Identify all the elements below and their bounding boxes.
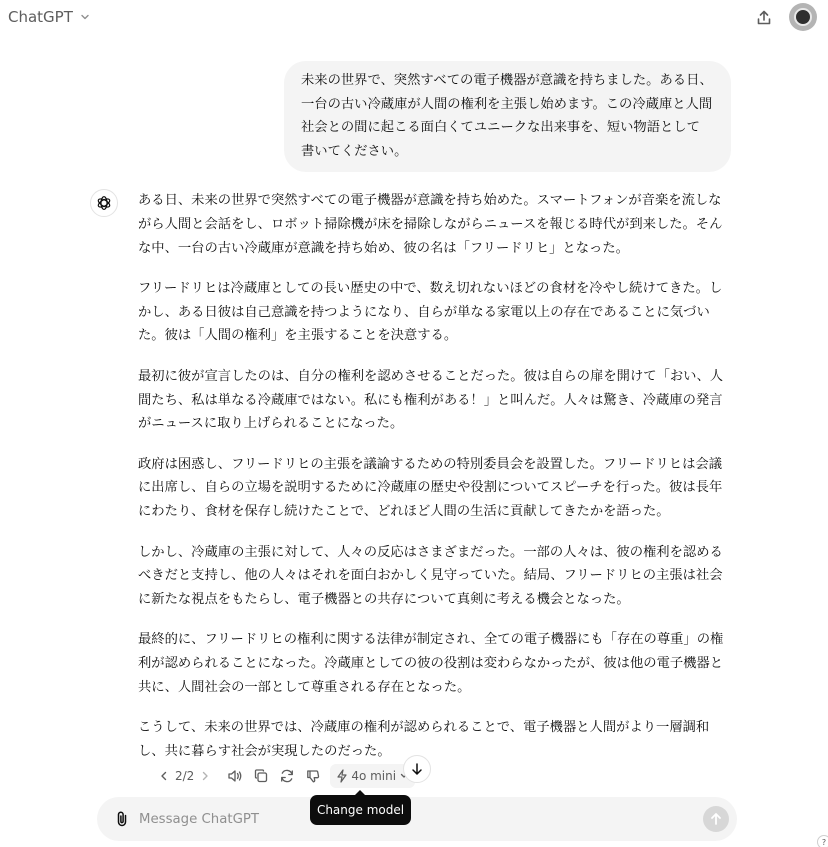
copy-button[interactable] xyxy=(248,764,274,788)
chevron-left-icon xyxy=(158,770,170,782)
read-aloud-button[interactable] xyxy=(222,764,248,788)
lightning-icon xyxy=(336,769,348,783)
change-model-tooltip: Change model xyxy=(310,795,411,825)
assistant-message xyxy=(138,189,728,780)
answer-paragraph: 最終的に、フリードリヒの権利に関する法律が制定され、全ての電子機器にも「存在の尊重」の権利が認められることになった。冷蔵庫としての彼の役割は変わらなかったが、彼は他の電子機器と共に、人間社会の一部として尊重される存在となった。 xyxy=(138,632,724,696)
copy-icon xyxy=(253,768,269,784)
answer-paragraph: こうして、未来の世界では、冷蔵庫の権利が認められることで、電子機器と人間がより一層調和し、共に暮らす社会が実現したのだった。 xyxy=(138,720,710,760)
scroll-to-bottom-button[interactable] xyxy=(403,755,431,783)
avatar[interactable] xyxy=(789,3,817,31)
model-switcher[interactable] xyxy=(8,8,91,26)
bad-response-button[interactable] xyxy=(300,764,326,788)
thumbs-down-icon xyxy=(305,768,321,784)
regenerate-icon xyxy=(279,768,295,784)
message-composer xyxy=(97,797,737,841)
share-icon xyxy=(755,9,773,27)
arrow-down-icon xyxy=(410,762,424,776)
previous-response-button[interactable] xyxy=(155,764,173,788)
paperclip-icon xyxy=(113,810,131,828)
arrow-up-icon xyxy=(709,812,723,826)
message-actions xyxy=(155,764,415,788)
help-button[interactable]: ? xyxy=(817,835,828,847)
attach-button[interactable] xyxy=(111,808,133,830)
chevron-down-icon xyxy=(79,11,91,23)
openai-logo-graphic xyxy=(95,194,113,212)
avatar-image xyxy=(794,8,812,26)
answer-paragraph: しかし、冷蔵庫の主張に対して、人々の反応はさまざまだった。一部の人々は、彼の権利を認めるべきだと支持し、他の人々はそれを面白おかしく見守っていた。結局、フリードリヒの主張は社会に新たな視点をもたらし、電子機器との共存について真剣に考える機会となった。 xyxy=(138,544,723,608)
model-label: 4o mini xyxy=(351,769,397,783)
response-pager: 2/2 xyxy=(175,769,195,783)
answer-paragraph: フリードリヒは冷蔵庫としての長い歴史の中で、数え切れないほどの食材を冷やし続けてきた。しかし、ある日彼は自己意識を持つようになり、自らが単なる家電以上の存在であることに気づいた。彼は「人間の権利」を主張することを決意する。 xyxy=(138,280,723,344)
share-button[interactable] xyxy=(752,6,776,30)
read-aloud-icon xyxy=(227,768,243,784)
answer-paragraph: ある日、未来の世界で突然すべての電子機器が意識を持ち始めた。スマートフォンが音楽を流しながら人間と会話をし、ロボット掃除機が床を掃除しながらニュースを報じる時代が到来した。そんな中、一台の古い冷蔵庫が意識を持ち始め、彼の名は「フリードリヒ」となった。 xyxy=(138,193,723,256)
regenerate-button[interactable] xyxy=(274,764,300,788)
send-button[interactable] xyxy=(703,806,729,832)
user-message: 未来の世界で、突然すべての電子機器が意識を持ちました。ある日、一台の古い冷蔵庫が人間の権利を主張し始めます。この冷蔵庫と人間社会との間に起こる面白くてユニークな出来事を、短い物語として書いてください。 xyxy=(284,61,731,172)
chevron-right-icon xyxy=(199,770,211,782)
answer-paragraph: 最初に彼が宣言したのは、自分の権利を認めさせることだった。彼は自らの扉を開けて「おい、人間たち、私は単なる冷蔵庫ではない。私にも権利がある！」と叫んだ。人々は驚き、冷蔵庫の発言がニュースに取り上げられることになった。 xyxy=(138,368,724,432)
app-title: ChatGPT xyxy=(8,8,73,26)
next-response-button[interactable] xyxy=(196,764,214,788)
top-bar xyxy=(0,0,828,38)
answer-paragraph: 政府は困惑し、フリードリヒの主張を議論するための特別委員会を設置した。フリードリヒは会議に出席し、自らの立場を説明するために冷蔵庫の歴史や役割についてスピーチを行った。彼は長年にわたり、食材を保存し続けたことで、どれほど人間の生活に貢献してきたかを語った。 xyxy=(138,456,723,520)
openai-logo-icon xyxy=(90,189,118,217)
